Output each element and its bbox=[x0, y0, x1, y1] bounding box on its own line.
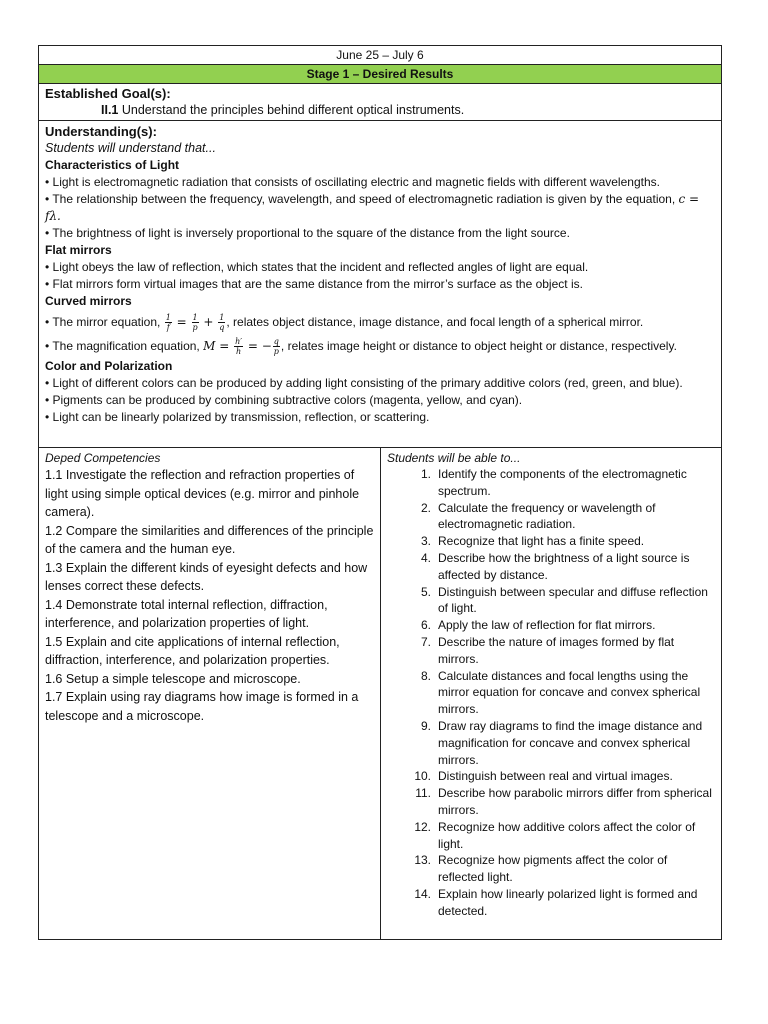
skills-list bbox=[387, 466, 715, 920]
wave-equation: c = fλ. bbox=[45, 192, 700, 223]
section-title-flat-mirrors: Flat mirrors bbox=[45, 243, 112, 257]
skill-text: Identify the components of the electromagnetic spectrum. bbox=[438, 467, 687, 498]
skill-text: Describe how the brightness of a light source is affected by distance. bbox=[438, 550, 690, 582]
stage-title: Stage 1 – Desired Results bbox=[39, 65, 721, 84]
skill-number: 1. bbox=[420, 467, 431, 481]
skill-number: 2. bbox=[420, 500, 431, 515]
skill-number: 13. bbox=[414, 853, 431, 868]
section-title-light: Characteristics of Light bbox=[45, 158, 180, 172]
skill-item bbox=[387, 584, 715, 618]
mirror-equation-post: , relates object distance, image distance, and focal length of a spherical mirror. bbox=[226, 315, 644, 329]
skill-item bbox=[387, 668, 715, 718]
skill-number: 6. bbox=[420, 618, 431, 633]
section-title-color-polarization: Color and Polarization bbox=[45, 359, 173, 373]
competencies-column bbox=[39, 448, 381, 939]
date-range: June 25 – July 6 bbox=[39, 46, 721, 65]
skill-text: Describe how parabolic mirrors differ from spherical mirrors. bbox=[438, 786, 712, 817]
magnification-equation-formula: M = $\frac{h'}{h}$ = − $\frac{q}{p}$ bbox=[203, 337, 279, 356]
skill-text: Calculate the frequency or wavelength of electromagnetic radiation. bbox=[438, 500, 656, 532]
skill-text: Explain how linearly polarized light is formed and detected. bbox=[438, 886, 698, 918]
skill-item bbox=[387, 852, 715, 886]
skill-item bbox=[387, 500, 715, 534]
bullet-magnification-equation bbox=[45, 334, 715, 358]
bullet-wave-relation bbox=[45, 191, 715, 225]
skill-number: 4. bbox=[420, 550, 431, 565]
section-title-curved-mirrors: Curved mirrors bbox=[45, 294, 132, 308]
skill-text: Draw ray diagrams to find the image distance and magnification for concave and convex spherical mirrors. bbox=[438, 718, 703, 767]
bullet-wave-relation-text: • The relationship between the frequency, wavelength, and speed of electromagnetic radiation is given by the equation, bbox=[45, 192, 676, 206]
bullet-additive-colors: • Light of different colors can be produced by adding light consisting of the primary additive colors (red, green, and blue). bbox=[45, 376, 683, 390]
skill-text: Distinguish between real and virtual images. bbox=[438, 769, 673, 784]
skill-text: Describe the nature of images formed by flat mirrors. bbox=[438, 634, 675, 666]
skill-item bbox=[387, 466, 715, 500]
skill-text: Recognize that light has a finite speed. bbox=[438, 534, 645, 549]
bullet-polarization: • Light can be linearly polarized by transmission, reflection, or scattering. bbox=[45, 410, 430, 424]
magnification-equation-pre: • The magnification equation, bbox=[45, 339, 200, 353]
skill-text: Recognize how pigments affect the color of reflected light. bbox=[438, 853, 668, 885]
skill-item bbox=[387, 617, 715, 634]
competency-item: 1.1 Investigate the reflection and refraction properties of light using simple optical devices (e.g. mirror and pinhole camera). bbox=[45, 468, 360, 519]
mirror-equation-pre: • The mirror equation, bbox=[45, 315, 161, 329]
skill-number: 7. bbox=[420, 634, 431, 649]
competency-item: 1.7 Explain using ray diagrams how image is formed in a telescope and a microscope. bbox=[45, 690, 359, 723]
skill-number: 3. bbox=[420, 534, 431, 549]
understandings-intro: Students will understand that... bbox=[45, 141, 216, 155]
goals-heading: Established Goal(s): bbox=[45, 86, 171, 101]
bullet-pigments: • Pigments can be produced by combining subtractive colors (magenta, yellow, and cyan). bbox=[45, 393, 523, 407]
bullet-brightness: • The brightness of light is inversely proportional to the square of the distance from the light source. bbox=[45, 226, 570, 240]
understandings-heading: Understanding(s): bbox=[45, 124, 157, 139]
skill-item bbox=[387, 533, 715, 550]
skill-number: 5. bbox=[420, 584, 431, 599]
skill-number: 10. bbox=[414, 769, 431, 784]
competency-item: 1.6 Setup a simple telescope and microscope. bbox=[45, 671, 301, 686]
skill-number: 14. bbox=[414, 886, 431, 901]
skill-text: Distinguish between specular and diffuse reflection of light. bbox=[438, 584, 708, 616]
skill-item bbox=[387, 819, 715, 853]
skill-number: 11. bbox=[415, 786, 431, 801]
skill-item bbox=[387, 768, 715, 785]
skill-item bbox=[387, 785, 715, 819]
skills-heading: Students will be able to... bbox=[387, 451, 521, 465]
skill-item bbox=[387, 550, 715, 584]
competencies-skills-section bbox=[39, 448, 721, 939]
bullet-mirror-equation bbox=[45, 310, 715, 334]
competencies-heading: Deped Competencies bbox=[45, 451, 161, 465]
goal-code: II.1 bbox=[101, 103, 119, 117]
skill-item bbox=[387, 718, 715, 768]
skill-text: Calculate distances and focal lengths using the mirror equation for concave and convex spherical mirrors. bbox=[438, 668, 701, 717]
skills-column bbox=[381, 448, 721, 939]
competency-item: 1.5 Explain and cite applications of internal reflection, diffraction, interference, and polarization properties. bbox=[45, 634, 340, 667]
lesson-plan-table bbox=[38, 45, 722, 940]
goals-section bbox=[39, 84, 721, 121]
goal-text: Understand the principles behind different optical instruments. bbox=[121, 103, 465, 117]
competency-item: 1.2 Compare the similarities and differences of the principle of the camera and the human eye. bbox=[45, 523, 374, 556]
competency-item: 1.4 Demonstrate total internal reflection, diffraction, interference, and polarization properties of light. bbox=[45, 597, 328, 630]
skill-item bbox=[387, 634, 715, 668]
magnification-equation-post: , relates image height or distance to object height or distance, respectively. bbox=[280, 339, 677, 353]
mirror-equation-formula: $\frac{1}{f}$ = $\frac{1}{p}$ + $\frac{1}{q}$ bbox=[165, 313, 225, 332]
bullet-virtual-images: • Flat mirrors form virtual images that are the same distance from the mirror’s surface as the object is. bbox=[45, 277, 583, 291]
skill-number: 12. bbox=[414, 819, 431, 834]
bullet-em-radiation: • Light is electromagnetic radiation that consists of oscillating electric and magnetic fields with different wavelengths. bbox=[45, 175, 660, 189]
goal-item bbox=[45, 102, 715, 119]
skill-item bbox=[387, 886, 715, 920]
skill-text: Apply the law of reflection for flat mirrors. bbox=[438, 618, 656, 633]
bullet-law-of-reflection: • Light obeys the law of reflection, which states that the incident and reflected angles of light are equal. bbox=[45, 260, 589, 274]
skill-number: 9. bbox=[420, 718, 431, 733]
understandings-section bbox=[39, 121, 721, 448]
competency-item: 1.3 Explain the different kinds of eyesight defects and how lenses correct these defects. bbox=[45, 560, 368, 593]
skill-number: 8. bbox=[420, 668, 431, 683]
skill-text: Recognize how additive colors affect the color of light. bbox=[438, 819, 696, 851]
